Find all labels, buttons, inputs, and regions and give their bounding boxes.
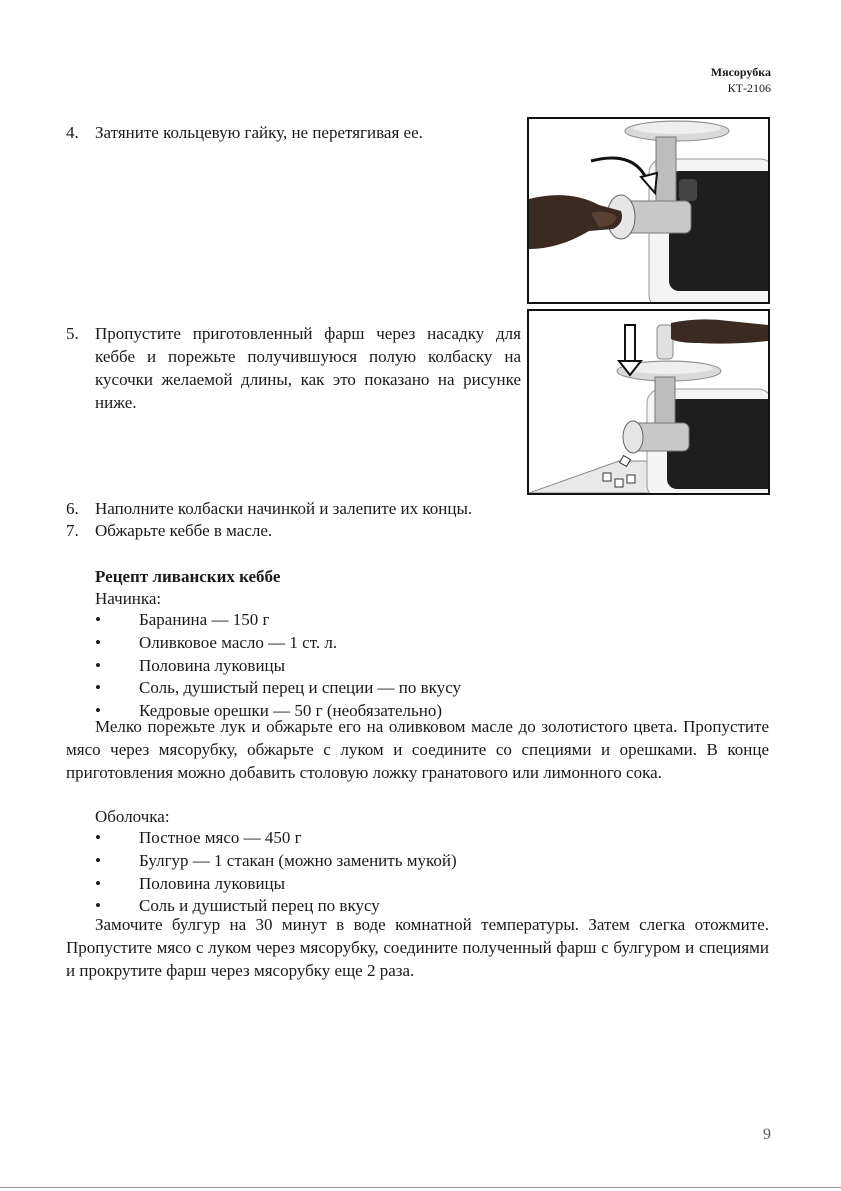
bullet-marker: • [95,610,101,629]
step-number: 4. [66,123,79,142]
bullet-marker: • [95,828,101,847]
figure-kebbe-extrusion [527,309,770,495]
list-item: • Постное мясо — 450 г [95,827,457,850]
bullet-marker: • [95,873,101,893]
bullet-marker: • [95,632,101,652]
bullet-marker: • [95,655,101,675]
shell-ingredients-list [95,827,457,918]
list-item: • Половина луковицы [95,655,461,678]
list-item: • Баранина — 150 г [95,609,461,632]
filling-label: Начинка: [95,589,162,608]
bullet-marker: • [95,850,101,870]
list-item: • Оливковое масло — 1 ст. л. [95,632,461,655]
shell-label: Оболочка: [95,807,170,826]
filling-instructions: Мелко порежьте лук и обжарьте его на оливковом масле до золотистого цвета. Пропустите мясо через мясорубку, обжарьте с луком и соедините со специями и орешками. В конце приготовления можно добавить столовую ложку гранатового или лимонного сока. [66,717,769,782]
product-title: Мясорубка [710,65,771,79]
step-text: Затяните кольцевую гайку, не перетягивая ее. [95,123,423,142]
bullet-marker: • [95,678,101,698]
figure-ring-nut-tightening [527,117,770,304]
bottom-rule [0,1187,841,1188]
step-7 [66,519,521,542]
step-text: Пропустите приготовленный фарш через насадку для кеббе и порежьте получившуюся полую колбаску на кусочки желаемой длины, как это показано на рисунке ниже. [95,324,521,412]
shell-instructions: Замочите булгур на 30 минут в воде комнатной температуры. Затем слегка отожмите. Пропустите мясо с луком через мясорубку, соедините полученный фарш с булгуром и специями и прокрутите фарш через мясорубку еще 2 раза. [66,915,769,980]
bullet-marker: • [95,896,101,916]
filling-ingredients-list [95,609,461,723]
list-item: • Соль, душистый перец и специи — по вкусу [95,677,461,700]
list-item: • Булгур — 1 стакан (можно заменить мукой) [95,850,457,873]
product-model: КТ-2106 [727,81,771,95]
page-number: 9 [763,1126,771,1143]
bullet-marker: • [95,701,101,721]
page-header [711,64,771,96]
list-item: • Соль и душистый перец по вкусу [95,895,457,918]
step-number: 7. [66,521,79,540]
recipe-title: Рецепт ливанских кеббе [95,567,281,586]
step-number: 6. [66,499,79,518]
step-number: 5. [66,324,79,343]
meat-grinder-illustration [529,119,768,302]
step-5 [66,322,521,414]
step-6 [66,497,521,520]
list-item: • Кедровые орешки — 50 г (необязательно) [95,700,461,723]
meat-grinder-kebbe-illustration [529,311,768,493]
step-text: Наполните колбаски начинкой и залепите их концы. [95,499,473,518]
step-4 [66,121,521,144]
step-text: Обжарьте кеббе в масле. [95,521,273,540]
list-item: • Половина луковицы [95,873,457,896]
